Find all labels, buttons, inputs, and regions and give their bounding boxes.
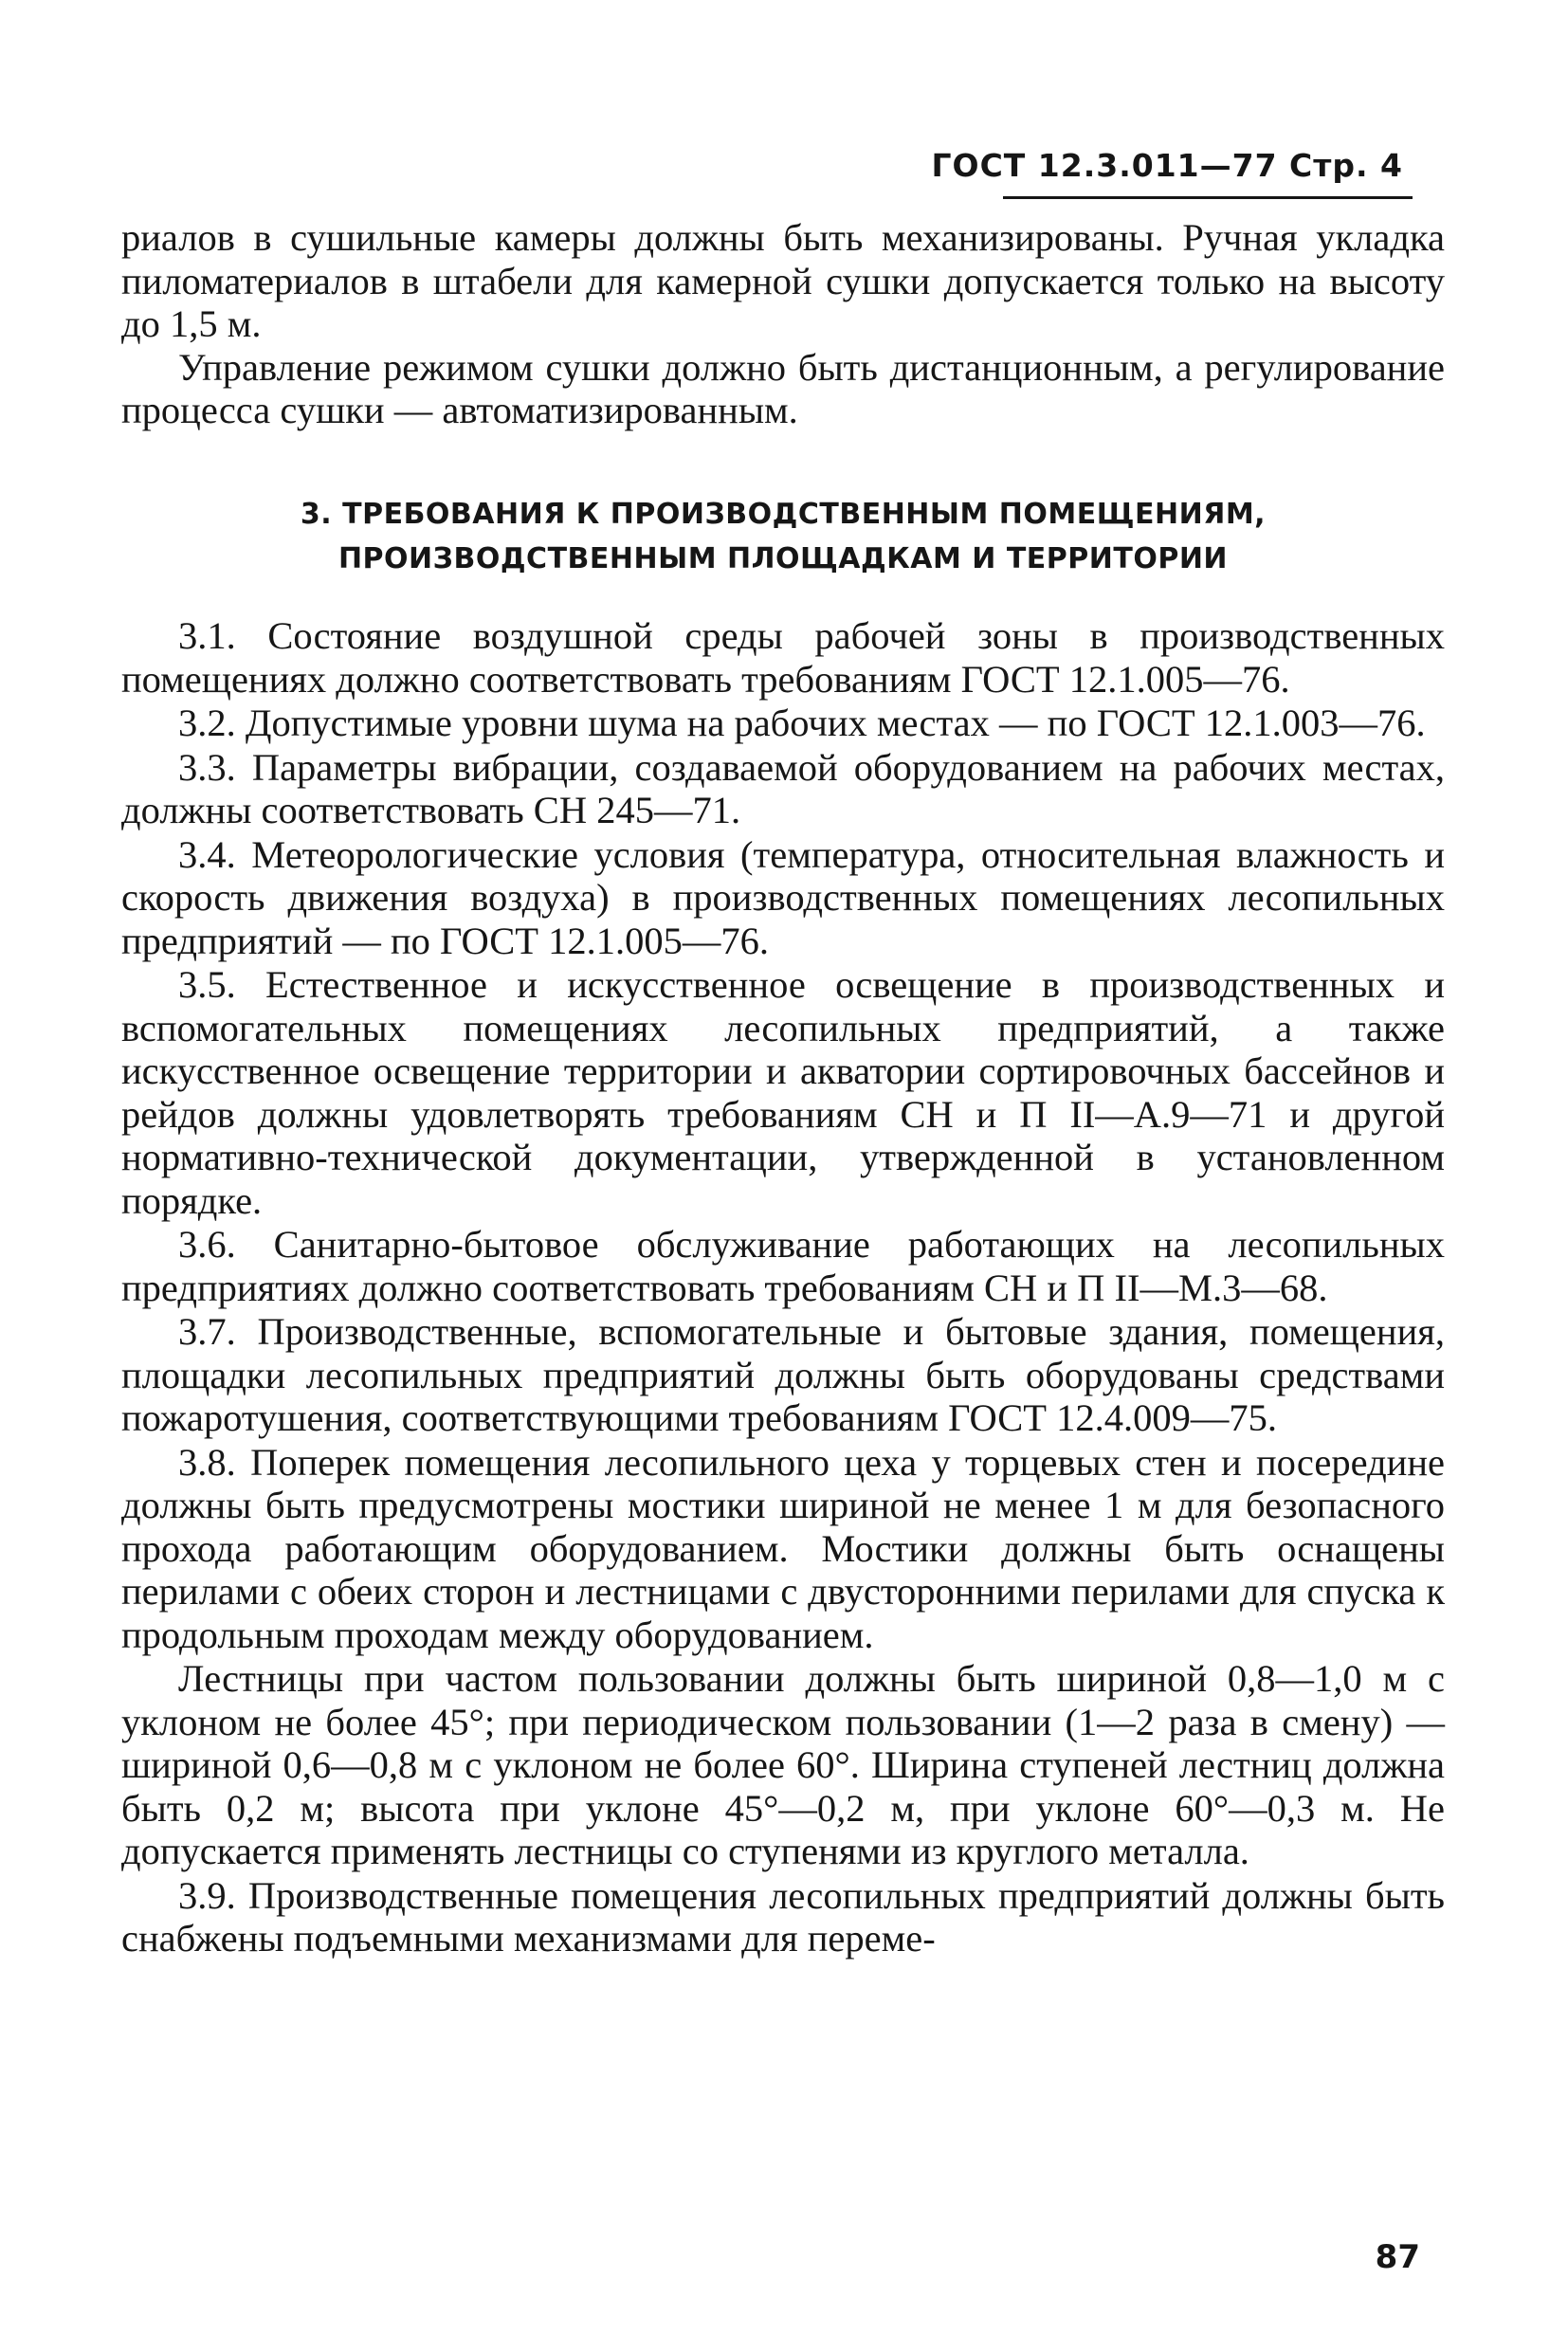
section-body xyxy=(121,614,1445,1960)
paragraph-3-8: 3.8. Поперек помещения лесопильного цеха у торцевых стен и посередине должны быть предусмотрены мостики шириной не менее 1 м для безопасного прохода работающим оборудованием. Мостики должны быть оснащены перилами с обеих сторон и лестницами с двусторонними перилами для спуска к продольным проходам между оборудованием. xyxy=(121,1440,1445,1656)
paragraph-3-5: 3.5. Естественное и искусственное освещение в производственных и вспомогательных помещениях лесопильных предприятий, а также искусственное освещение территории и акватории сортировочных бассейнов и рейдов должны удовлетворять требованиям СН и П II—А.9—71 и другой нормативно-технической документации, утвержденной в установленном порядке. xyxy=(121,963,1445,1222)
header-rule xyxy=(1003,196,1413,199)
paragraph-3-7: 3.7. Производственные, вспомогательные и бытовые здания, помещения, площадки лесопильных предприятий должны быть оборудованы средствами пожаротушения, соответствующими требованиям ГОСТ 12.4.009—75. xyxy=(121,1310,1445,1439)
section-title xyxy=(121,492,1445,581)
intro-paragraph-1: риалов в сушильные камеры должны быть механизированы. Ручная укладка пиломатериалов в штабели для камерной сушки допускается только на высоту до 1,5 м. xyxy=(121,216,1445,345)
section-title-line-1: 3. ТРЕБОВАНИЯ К ПРОИЗВОДСТВЕННЫМ ПОМЕЩЕНИЯМ, xyxy=(300,498,1267,531)
paragraph-3-1: 3.1. Состояние воздушной среды рабочей зоны в производственных помещениях должно соответствовать требованиям ГОСТ 12.1.005—76. xyxy=(121,614,1445,701)
paragraph-stairs: Лестницы при частом пользовании должны быть шириной 0,8—1,0 м с уклоном не более 45°; при периодическом пользовании (1—2 раза в смену) — шириной 0,6—0,8 м с уклоном не более 60°. Ширина ступеней лестниц должна быть 0,2 м; высота при уклоне 45°—0,2 м, при уклоне 60°—0,3 м. Не допускается применять лестницы со ступенями из круглого металла. xyxy=(121,1657,1445,1872)
page-number: 87 xyxy=(1375,2238,1420,2276)
page-header: ГОСТ 12.3.011—77 Стр. 4 xyxy=(931,147,1403,184)
paragraph-3-3: 3.3. Параметры вибрации, создаваемой оборудованием на рабочих местах, должны соответствовать СН 245—71. xyxy=(121,745,1445,831)
intro-text xyxy=(121,216,1445,432)
paragraph-3-2: 3.2. Допустимые уровни шума на рабочих местах — по ГОСТ 12.1.003—76. xyxy=(178,702,1426,744)
paragraph-3-9: 3.9. Производственные помещения лесопильных предприятий должны быть снабжены подъемными механизмами для переме- xyxy=(121,1873,1445,1960)
intro-paragraph-2: Управление режимом сушки должно быть дистанционным, а регулирование процесса сушки — автоматизированным. xyxy=(121,345,1445,431)
paragraph-3-4: 3.4. Метеорологические условия (температура, относительная влажность и скорость движения воздуха) в производственных помещениях лесопильных предприятий — по ГОСТ 12.1.005—76. xyxy=(121,832,1445,962)
section-title-line-2: ПРОИЗВОДСТВЕННЫМ ПЛОЩАДКАМ И ТЕРРИТОРИИ xyxy=(337,542,1229,575)
paragraph-3-6: 3.6. Санитарно-бытовое обслуживание работающих на лесопильных предприятиях должно соответствовать требованиям СН и П II—М.3—68. xyxy=(121,1223,1445,1309)
